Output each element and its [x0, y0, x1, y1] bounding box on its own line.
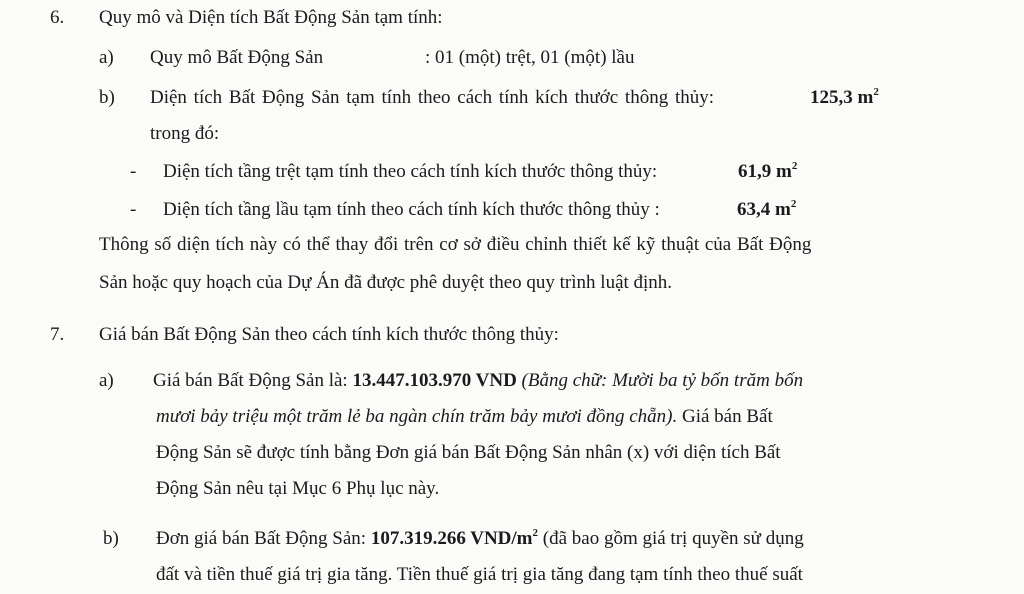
item-7a-letter: a) — [99, 370, 114, 391]
item-6a-value: : 01 (một) trệt, 01 (một) lầu — [425, 47, 635, 68]
item-6b-unit-sup: 2 — [873, 86, 879, 98]
item-6b-area: 125,3 m — [810, 87, 874, 108]
item-6b-continuation: trong đó: — [150, 123, 220, 144]
item-6a-label: Quy mô Bất Động Sản — [150, 47, 324, 68]
bullet-2-dash: - — [130, 199, 137, 220]
section-7-number: 7. — [50, 324, 65, 345]
item-6b-text: Diện tích Bất Động Sản tạm tính theo cách tính kích thước thông thủy: — [150, 87, 715, 108]
section-6-number: 6. — [50, 7, 65, 28]
item-6b-letter: b) — [99, 87, 115, 108]
item-7a-prefix: Giá bán Bất Động Sản là: — [153, 370, 348, 391]
bullet-2-value — [737, 198, 796, 222]
item-7b-price — [371, 528, 538, 549]
item-6b-value — [810, 86, 879, 110]
bullet-1-text: Diện tích tầng trệt tạm tính theo cách tính kích thước thông thủy: — [163, 161, 658, 182]
section-6-note-line-1: Thông số diện tích này có thể thay đổi trên cơ sở điều chỉnh thiết kế kỹ thuật của Bất Động — [99, 234, 812, 255]
item-7a-words-part-2: mươi bảy triệu một trăm lẻ ba ngàn chín trăm bảy mươi đồng chẵn). — [156, 406, 678, 427]
section-7-title: Giá bán Bất Động Sản theo cách tính kích thước thông thủy: — [99, 324, 559, 345]
item-7b-line-2: đất và tiền thuế giá trị gia tăng. Tiền thuế giá trị gia tăng đang tạm tính theo thuế suất — [156, 564, 803, 585]
item-7b-line-1 — [156, 527, 804, 551]
item-7b-unit-sup: 2 — [532, 527, 538, 539]
bullet-1-value — [738, 160, 797, 184]
item-7a-line-1 — [153, 369, 803, 393]
item-7a-line-4: Động Sản nêu tại Mục 6 Phụ lục này. — [156, 478, 440, 499]
section-6-title: Quy mô và Diện tích Bất Động Sản tạm tính: — [99, 7, 443, 28]
bullet-1-area: 61,9 m — [738, 161, 792, 182]
item-6a-letter: a) — [99, 47, 114, 68]
bullet-2-area: 63,4 m — [737, 199, 791, 220]
item-7b-price-value: 107.319.266 VND/m — [370, 528, 533, 549]
section-6-note-line-2: Sản hoặc quy hoạch của Dự Án đã được phê duyệt theo quy trình luật định. — [99, 272, 673, 293]
item-7b-letter: b) — [103, 528, 119, 549]
item-7a-price: 13.447.103.970 VND — [352, 370, 517, 391]
item-7a-line-2 — [156, 405, 773, 429]
bullet-2-unit-sup: 2 — [790, 198, 797, 210]
item-7b-tail: (đã bao gồm giá trị quyền sử dụng — [542, 528, 804, 549]
item-7a-line-2-tail: Giá bán Bất — [681, 406, 773, 427]
item-7a-words-part-1: (Bằng chữ: Mười ba tỷ bốn trăm bốn — [521, 370, 804, 391]
bullet-1-unit-sup: 2 — [791, 160, 798, 172]
bullet-2-text: Diện tích tầng lầu tạm tính theo cách tính kích thước thông thủy : — [163, 199, 660, 220]
item-7a-line-3: Động Sản sẽ được tính bằng Đơn giá bán Bất Động Sản nhân (x) với diện tích Bất — [156, 442, 781, 463]
item-7b-prefix: Đơn giá bán Bất Động Sản: — [156, 528, 367, 549]
bullet-1-dash: - — [130, 161, 137, 182]
